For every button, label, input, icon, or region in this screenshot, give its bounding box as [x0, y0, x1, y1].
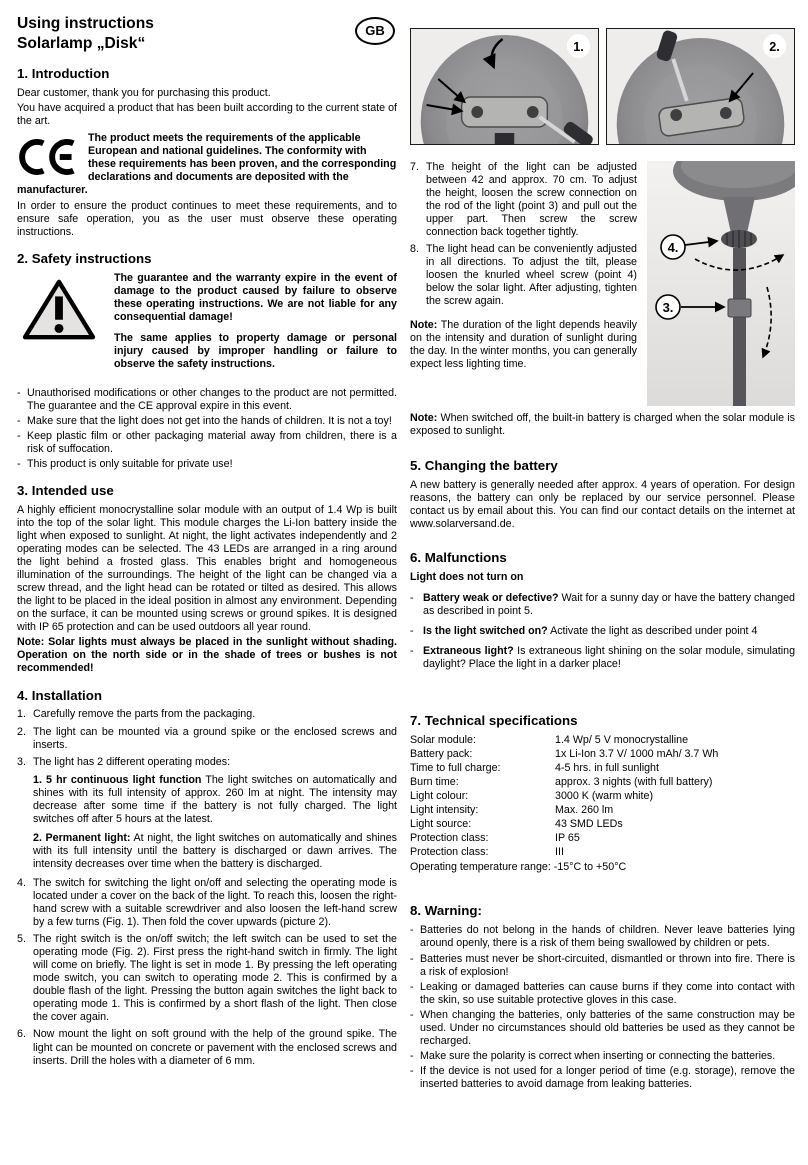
malfunction-text: Activate the light as described under point 4 [547, 625, 758, 638]
installation-step [17, 726, 397, 752]
step-number: 2. [17, 725, 26, 738]
list-dash: - [410, 952, 414, 965]
list-dash: - [17, 429, 21, 442]
list-dash: - [410, 1049, 414, 1062]
figure-3-photo [647, 161, 795, 406]
step-text: The light has 2 different operating modes: [33, 755, 231, 768]
step-number: 8. [410, 243, 419, 256]
safety-list [17, 387, 397, 471]
list-dash: - [410, 625, 414, 638]
list-item-text: Make sure the polarity is correct when inserting or connecting the batteries. [420, 1049, 776, 1062]
list-item-text: Make sure that the light does not get into the hands of children. It is not a toy! [27, 414, 392, 427]
spec-label: Light intensity: [410, 803, 479, 816]
mode-1-text: The light switches on automatically and shines with its full intensity of approx. 260 lm at night. The intensity may decrease after some time if the battery is not fully charged. The light switches off after 5 hours at the latest. [33, 773, 397, 825]
list-item [17, 415, 397, 428]
malfunctions-list [410, 592, 795, 671]
list-dash: - [410, 1064, 414, 1077]
spec-value: 3000 K (warm white) [555, 790, 654, 803]
ce-conformity-block [17, 132, 397, 197]
list-item [410, 981, 795, 1007]
intro-paragraph-2: You have acquired a product that has been built according to the current state of the art. [17, 101, 397, 127]
list-item [410, 953, 795, 979]
heading-technical-specifications: 7. Technical specifications [410, 713, 578, 729]
title-line-2: Solarlamp „Disk“ [17, 34, 146, 52]
list-dash: - [410, 645, 414, 658]
step-text: Carefully remove the parts from the packaging. [33, 708, 256, 721]
adjustment-section [410, 161, 795, 371]
step-number: 5. [17, 933, 26, 946]
list-item-text: If the device is not used for a longer period of time (e.g. storage), remove the inserted batteries to avoid damage from leaking batteries. [420, 1064, 795, 1090]
warning-list [410, 924, 795, 1091]
note-lead: Note: [410, 412, 438, 424]
note-text: The duration of the light depends heavily on the intensity and duration of sunlight during the day. In the winter months, you can generally expect less lighting time. [410, 318, 637, 370]
spec-value: 43 SMD LEDs [555, 817, 623, 830]
screw-connection [728, 299, 751, 317]
list-item [410, 625, 795, 638]
figure-row [410, 28, 795, 145]
installation-step [17, 1028, 397, 1067]
spec-value: 1x Li-Ion 3.7 V/ 1000 mAh/ 3.7 Wh [555, 748, 719, 761]
spec-row [410, 846, 795, 860]
list-dash: - [17, 414, 21, 427]
list-item [410, 645, 795, 671]
installation-step [17, 877, 397, 929]
safety-bold-paragraph-1: The guarantee and the warranty expire in the event of damage to the product caused by failure to observe these operating instructions. We are not liable for any consequential damage! [114, 272, 397, 324]
heading-safety-instructions: 2. Safety instructions [17, 251, 152, 267]
right-screw [527, 106, 539, 118]
safety-bold-paragraph-2: The same applies to property damage or personal injury caused by improper handling or failure to observe the safety instructions. [114, 331, 397, 370]
step-number: 7. [410, 161, 419, 173]
spec-label: Solar module: [410, 734, 476, 747]
safety-warning-block [17, 272, 397, 377]
lamp-pole-stub [495, 133, 514, 145]
lamp-back-illustration-2 [607, 29, 794, 145]
step-text: The right switch is the on/off switch; the left switch can be used to set the operating mode (Fig. 2). First press the right-hand switch in firmly. The light will come on briefly. The light is set in mode 1. By pressing the left operating mode switch, you can switch to operating mode 2. This is confirmed by a double flash of the light. Pressing the button again switches the light back to operating mode 1. This is confirmed by a short flash of the light. Then close the cover again. [33, 933, 397, 1024]
spec-row [410, 762, 795, 776]
step-text: The height of the light can be adjusted between 42 and approx. 70 cm. To adjust the height, loosen the screw connection on the rod of the light (point 3) and pull out the upper part. Then screw the screw connection back together tightly. [426, 161, 637, 239]
list-dash: - [17, 457, 21, 470]
list-item-text: Leaking or damaged batteries can cause burns if they come into contact with the skin, so use suitable protective gloves in this case. [420, 980, 795, 1006]
left-screw [471, 106, 483, 118]
list-item [410, 592, 795, 618]
list-item-text: Unauthorised modifications or other changes to the product are not permitted. The guarantee and the CE approval expire in this event. [27, 386, 397, 412]
spec-row [410, 748, 795, 762]
lamp-pole-illustration [647, 161, 795, 406]
spec-operating-temperature: Operating temperature range: -15°C to +50°C [410, 860, 627, 873]
warning-triangle-icon [17, 272, 101, 377]
specs-table [410, 734, 795, 874]
spec-label: Protection class: [410, 845, 489, 858]
spec-label: Light source: [410, 817, 472, 830]
list-item [410, 1009, 795, 1048]
note-lead: Note: [410, 318, 438, 331]
step-number: 3. [17, 755, 26, 768]
title-line-1: Using instructions [17, 15, 154, 32]
installation-step [17, 933, 397, 1024]
mode-2-text: At night, the light switches on automatically and shines with its full intensity until the battery is discharged or dawn arrives. The intensity decreases over time when the battery is discharged. [33, 831, 397, 870]
mode-1-lead: 1. 5 hr continuous light function [33, 773, 202, 786]
step-text: The switch for switching the light on/off and selecting the operating mode is located under a cover on the back of the light. To reach this, loosen the right-hand screw with a suitable screwdriver and also loosen the left-hand screw by a few turns (Fig. 1). Then fold the cover upwards (picture 2). [33, 876, 397, 929]
step-number: 1. [17, 708, 26, 721]
callout-3-number: 3. [662, 300, 674, 315]
malfunction-text: Is extraneous light shining on the solar module, simulating daylight? Place the light in a darker place! [423, 645, 796, 671]
figure-2-number: 2. [769, 38, 780, 55]
spec-label: Protection class: [410, 831, 489, 844]
step-number: 4. [17, 876, 26, 889]
list-item [17, 458, 397, 471]
ce-conformity-text: The product meets the requirements of the applicable European and national guidelines. The conformity with these requirements has been proven, and the corresponding declarations and documents are deposited with the manufacturer. [17, 132, 397, 197]
list-dash: - [410, 1008, 414, 1021]
spec-value: IP 65 [555, 831, 580, 844]
operating-mode-2 [33, 832, 397, 871]
ce-mark-icon [17, 135, 77, 179]
step-text: Now mount the light on soft ground with the help of the ground spike. The light can be mounted on concrete or pavement with the enclosed screws and inserts. Drill the holes with a diameter of 6 mm. [33, 1028, 397, 1067]
intended-use-note: Note: Solar lights must always be placed in the sunlight without shading. Operation on the north side or in the shade of trees or bushes is not recommended! [17, 636, 397, 675]
lamp-pole [733, 248, 746, 406]
malfunctions-subheading: Light does not turn on [410, 571, 524, 584]
list-dash: - [17, 386, 21, 399]
heading-warning: 8. Warning: [410, 903, 482, 919]
figure-2-photo [606, 28, 795, 145]
battery-body: A new battery is generally needed after approx. 4 years of operation. For design reasons, the battery can only be replaced by our service personnel. Please contact us by email about this. You can find our contact details on the internet at www.solarversand.de. [410, 479, 795, 531]
malfunction-text: Wait for a sunny day or have the battery changed as described in point 5. [423, 592, 795, 618]
note-charging [410, 412, 795, 438]
heading-installation: 4. Installation [17, 687, 102, 703]
heading-malfunctions: 6. Malfunctions [410, 550, 507, 566]
list-item-text: Batteries do not belong in the hands of children. Never leave batteries lying around openly, there is a risk of them being swallowed by children or pets. [420, 924, 795, 950]
heading-introduction: 1. Introduction [17, 65, 110, 81]
left-column [17, 14, 397, 1093]
list-item [410, 924, 795, 950]
knurled-wheel [721, 230, 757, 248]
spec-label: Battery pack: [410, 748, 473, 761]
intro-paragraph-1: Dear customer, thank you for purchasing this product. [17, 86, 271, 99]
list-item-text: Batteries must never be short-circuited, dismantled or thrown into fire. There is a risk of explosion! [420, 952, 795, 978]
spec-value: 4-5 hrs. in full sunlight [555, 762, 659, 775]
heading-intended-use: 3. Intended use [17, 482, 114, 498]
list-item [410, 1065, 795, 1091]
spec-label: Light colour: [410, 790, 469, 803]
spec-value: approx. 3 nights (with full battery) [555, 776, 713, 789]
right-screw [720, 107, 732, 119]
spec-row [410, 818, 795, 832]
step-text: The light can be mounted via a ground spike or the enclosed screws and inserts. [33, 725, 397, 751]
callout-4-number: 4. [667, 240, 679, 255]
list-item-text: Keep plastic film or other packaging material away from children, there is a risk of suffocation. [27, 429, 397, 455]
list-item [17, 387, 397, 413]
malfunction-lead: Extraneous light? [423, 645, 514, 658]
heading-changing-battery: 5. Changing the battery [410, 458, 558, 474]
intended-use-body: A highly efficient monocrystalline solar module with an output of 1.4 Wp is built into the top of the solar light. This module charges the Li-Ion battery inside the light when exposed to sunlight. At night, the light activates independently and 2 operating modes can be selected. The 43 LEDs are arranged in a ring around the light behind a frosted glass. This enables bright and homogeneous illumination of the surroundings. The height of the light can be changed via a screw thread, and the light head can be rotated or tilted as desired. This allows the light to be placed in the ideal position in almost any environment. Depending on the surface, it can be mounted using screws or ground spikes. It is designed with IP 65 protection and can be used outdoors all year round. [17, 503, 397, 634]
spec-row [410, 734, 795, 748]
note-text: When switched off, the built-in battery is charged when the solar module is exposed to sunlight. [410, 412, 795, 438]
spec-row [410, 790, 795, 804]
safety-warning-texts [114, 272, 397, 377]
page-title [17, 14, 397, 54]
list-item [17, 430, 397, 456]
installation-step [17, 708, 397, 721]
figure-1-photo [410, 28, 599, 145]
list-dash: - [410, 592, 414, 605]
list-item-text: When changing the batteries, only batteries of the same construction may be used. Under no circumstances should old batteries be used as they cannot be recharged. [420, 1008, 795, 1047]
doc-header [17, 14, 397, 54]
intro-paragraph-3: In order to ensure the product continues to meet these requirements, and to ensure safe operation, you as the user must observe these operating instructions. [17, 200, 397, 239]
operating-mode-1 [33, 774, 397, 826]
language-badge: GB [355, 17, 395, 45]
spec-label: Burn time: [410, 776, 459, 789]
spec-row [410, 804, 795, 818]
spec-value: III [555, 845, 564, 858]
left-screw [670, 109, 682, 121]
spec-value: 1.4 Wp/ 5 V monocrystalline [555, 734, 689, 747]
lamp-back-illustration-1 [411, 29, 598, 145]
list-item [410, 1050, 795, 1063]
list-item-text: This product is only suitable for private use! [27, 457, 233, 470]
malfunction-lead: Is the light switched on? [423, 625, 548, 638]
mode-2-lead: 2. Permanent light: [33, 831, 131, 844]
figure-1-number: 1. [573, 38, 584, 55]
spec-row [410, 832, 795, 846]
spec-value: Max. 260 lm [555, 803, 614, 816]
installation-step [17, 756, 397, 769]
malfunction-lead: Battery weak or defective? [423, 592, 559, 605]
list-dash: - [410, 924, 414, 937]
list-dash: - [410, 980, 414, 993]
right-column [410, 14, 795, 1093]
spec-label: Time to full charge: [410, 762, 501, 775]
step-number: 6. [17, 1028, 26, 1041]
spec-row [410, 776, 795, 790]
step-text: The light head can be conveniently adjusted in all directions. To adjust the tilt, please loosen the knurled wheel screw (point 4) below the solar light. After adjusting, tighten the screw again. [426, 243, 637, 308]
